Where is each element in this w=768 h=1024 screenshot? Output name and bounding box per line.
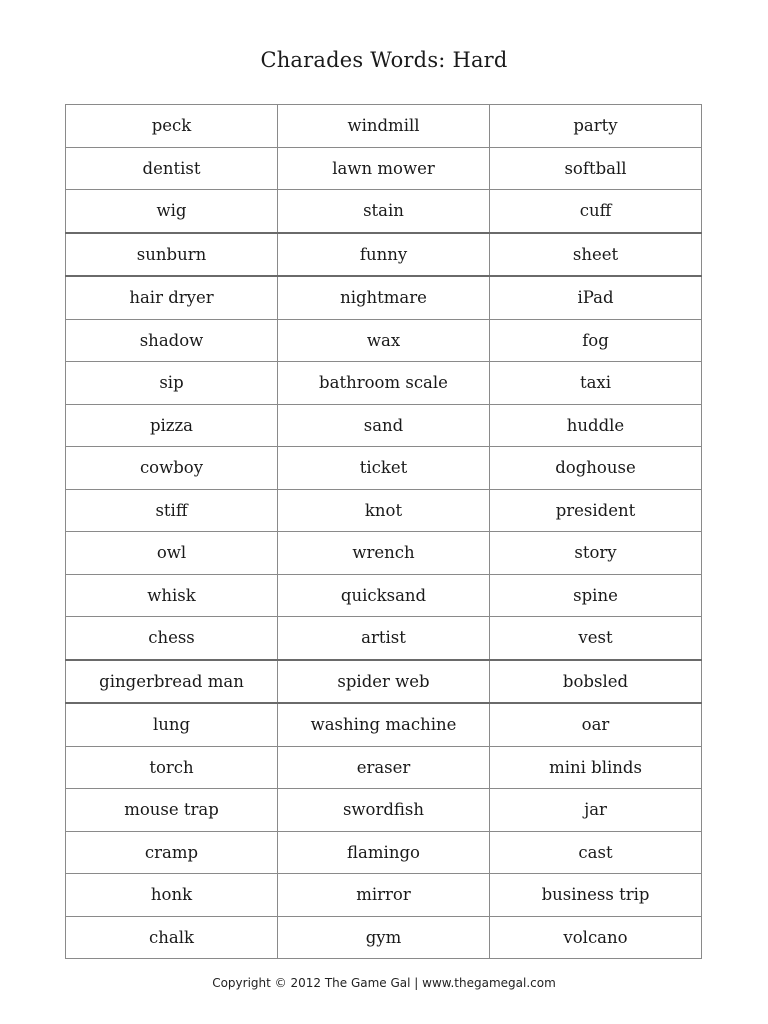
word-cell: nightmare [278, 276, 490, 319]
word-cell: sunburn [66, 233, 278, 277]
word-cell: chess [66, 617, 278, 660]
word-cell: shadow [66, 319, 278, 362]
word-cell: funny [278, 233, 490, 277]
word-cell: volcano [490, 916, 702, 959]
table-row [66, 447, 702, 490]
copyright-footer: Copyright © 2012 The Game Gal | www.thegamegal.com [212, 976, 556, 990]
table-row [66, 532, 702, 575]
word-cell: wrench [278, 532, 490, 575]
table-row [66, 489, 702, 532]
word-cell: lung [66, 703, 278, 746]
word-cell: softball [490, 147, 702, 190]
word-cell: lawn mower [278, 147, 490, 190]
word-cell: dentist [66, 147, 278, 190]
word-cell: taxi [490, 362, 702, 405]
word-cell: artist [278, 617, 490, 660]
word-cell: president [490, 489, 702, 532]
word-cell: honk [66, 874, 278, 917]
table-row [66, 190, 702, 233]
word-cell: eraser [278, 746, 490, 789]
word-cell: story [490, 532, 702, 575]
word-cell: cramp [66, 831, 278, 874]
charades-words-table [65, 104, 702, 959]
word-cell: washing machine [278, 703, 490, 746]
table-row [66, 660, 702, 704]
word-cell: flamingo [278, 831, 490, 874]
table-row [66, 617, 702, 660]
word-cell: stain [278, 190, 490, 233]
word-cell: mirror [278, 874, 490, 917]
word-cell: ticket [278, 447, 490, 490]
word-cell: party [490, 105, 702, 148]
word-cell: mouse trap [66, 789, 278, 832]
table-row [66, 233, 702, 277]
table-row [66, 105, 702, 148]
table-row [66, 404, 702, 447]
table-row [66, 831, 702, 874]
word-cell: whisk [66, 574, 278, 617]
word-cell: vest [490, 617, 702, 660]
word-cell: pizza [66, 404, 278, 447]
word-cell: huddle [490, 404, 702, 447]
word-cell: iPad [490, 276, 702, 319]
page-title: Charades Words: Hard [260, 48, 508, 72]
word-cell: wax [278, 319, 490, 362]
word-cell: spider web [278, 660, 490, 704]
word-cell: spine [490, 574, 702, 617]
word-cell: quicksand [278, 574, 490, 617]
word-cell: bathroom scale [278, 362, 490, 405]
word-cell: sheet [490, 233, 702, 277]
word-cell: gym [278, 916, 490, 959]
word-cell: owl [66, 532, 278, 575]
table-row [66, 703, 702, 746]
word-cell: mini blinds [490, 746, 702, 789]
word-cell: torch [66, 746, 278, 789]
word-cell: hair dryer [66, 276, 278, 319]
table-row [66, 746, 702, 789]
word-cell: cast [490, 831, 702, 874]
word-cell: gingerbread man [66, 660, 278, 704]
word-cell: swordfish [278, 789, 490, 832]
word-cell: cowboy [66, 447, 278, 490]
word-cell: bobsled [490, 660, 702, 704]
word-cell: jar [490, 789, 702, 832]
table-row [66, 319, 702, 362]
word-cell: stiff [66, 489, 278, 532]
word-cell: doghouse [490, 447, 702, 490]
table-row [66, 574, 702, 617]
table-row [66, 874, 702, 917]
word-cell: fog [490, 319, 702, 362]
word-cell: sip [66, 362, 278, 405]
word-cell: wig [66, 190, 278, 233]
table-row [66, 916, 702, 959]
table-row [66, 362, 702, 405]
word-cell: chalk [66, 916, 278, 959]
table-row [66, 276, 702, 319]
word-cell: knot [278, 489, 490, 532]
table-row [66, 789, 702, 832]
word-cell: peck [66, 105, 278, 148]
word-cell: sand [278, 404, 490, 447]
word-cell: business trip [490, 874, 702, 917]
word-cell: windmill [278, 105, 490, 148]
table-row [66, 147, 702, 190]
word-cell: cuff [490, 190, 702, 233]
word-cell: oar [490, 703, 702, 746]
